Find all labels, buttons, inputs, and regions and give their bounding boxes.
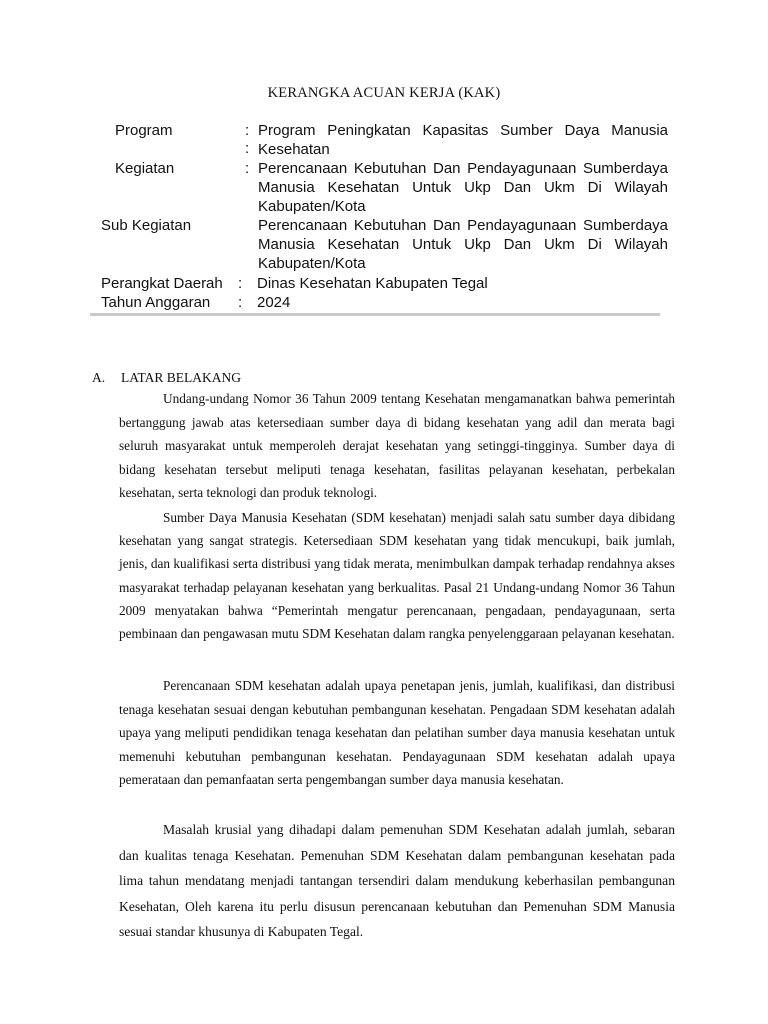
- paragraph-1: Undang-undang Nomor 36 Tahun 2009 tentang Kesehatan mengamanatkan bahwa pemerintah bertanggung jawab atas ketersediaan sumber daya di bidang kesehatan yang adil dan merata bagi seluruh masyarakat untuk memperoleh derajat kesehatan yang setinggi-tingginya. Sumber daya di bidang kesehatan tersebut meliputi tenaga kesehatan, fasilitas pelayanan kesehatan, perbekalan kesehatan, serta teknologi dan produk teknologi.: [119, 391, 675, 500]
- meta-label-sub-kegiatan: Sub Kegiatan: [101, 217, 192, 234]
- meta-value-kegiatan: Perencanaan Kebutuhan Dan Pendayagunaan Sumberdaya Manusia Kesehatan Untuk Ukp Dan Ukm Di Wilayah Kabupaten/Kota: [258, 160, 668, 215]
- paragraph-4: Masalah krusial yang dihadapi dalam pemenuhan SDM Kesehatan adalah jumlah, sebaran dan kualitas tenaga Kesehatan. Pemenuhan SDM Kesehatan dalam pembangunan kesehatan pada lima tahun mendatang menjadi tantangan tersendiri dalam mendukung keberhasilan pembangunan Kesehatan, Oleh karena itu perlu disusun perencanaan kebutuhan dan Pemenuhan SDM Manusia sesuai standar khusunya di Kabupaten Tegal.: [119, 822, 675, 939]
- meta-value-tahun-anggaran: 2024: [257, 294, 291, 311]
- section-letter: A.: [92, 370, 106, 385]
- meta-label-program: Program: [115, 122, 173, 139]
- paragraph-2: Sumber Daya Manusia Kesehatan (SDM kesehatan) menjadi salah satu sumber daya dibidang kesehatan yang sangat strategis. Ketersediaan SDM kesehatan yang tidak mencukupi, baik jumlah, jenis, dan kualifikasi serta distribusi yang tidak merata, menimbulkan dampak terhadap rendahnya akses masyarakat terhadap pelayanan kesehatan yang berkualitas. Pasal 21 Undang-undang Nomor 36 Tahun 2009 menyatakan bahwa “Pemerintah mengatur perencanaan, pengadaan, pendayagunaan, serta pembinaan dan pengawasan mutu SDM Kesehatan dalam rangka penyelenggaraan pelayanan kesehatan.: [119, 510, 675, 642]
- meta-label-tahun-anggaran: Tahun Anggaran: [101, 294, 211, 311]
- paragraph-3: Perencanaan SDM kesehatan adalah upaya penetapan jenis, jumlah, kualifikasi, dan distribusi tenaga kesehatan sesuai dengan kebutuhan pembangunan kesehatan. Pengadaan SDM kesehatan adalah upaya yang meliputi pendidikan tenaga kesehatan dan pelatihan sumber daya manusia kesehatan untuk memenuhi kebutuhan pembangunan kesehatan. Pendayagunaan SDM kesehatan adalah upaya pemerataan dan pemanfaatan serta pengembangan sumber daya manusia kesehatan.: [119, 678, 675, 787]
- meta-value-perangkat-daerah: Dinas Kesehatan Kabupaten Tegal: [257, 275, 488, 292]
- document-title: KERANGKA ACUAN KERJA (KAK): [267, 85, 501, 101]
- meta-colon: :: [245, 122, 250, 139]
- meta-colon: :: [245, 160, 250, 177]
- meta-colon: :: [245, 140, 250, 157]
- section-title: LATAR BELAKANG: [121, 370, 242, 385]
- meta-colon: :: [238, 294, 243, 311]
- meta-label-kegiatan: Kegiatan: [115, 160, 175, 177]
- header-divider: [90, 313, 660, 316]
- meta-value-program: Program Peningkatan Kapasitas Sumber Daya Manusia Kesehatan: [258, 122, 668, 158]
- meta-label-perangkat-daerah: Perangkat Daerah: [101, 275, 223, 292]
- meta-colon: :: [238, 275, 243, 292]
- meta-value-sub-kegiatan: Perencanaan Kebutuhan Dan Pendayagunaan Sumberdaya Manusia Kesehatan Untuk Ukp Dan Ukm Di Wilayah Kabupaten/Kota: [258, 217, 668, 272]
